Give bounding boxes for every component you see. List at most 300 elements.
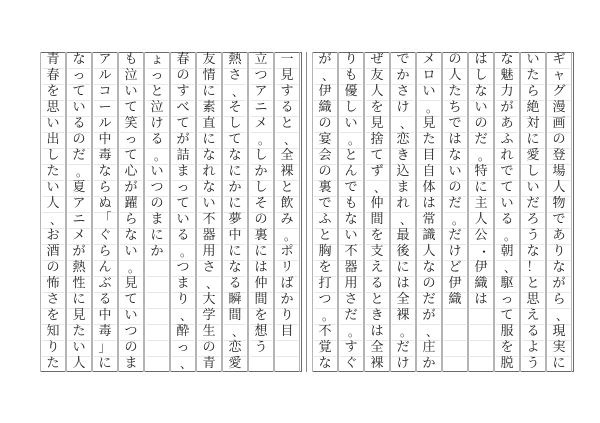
manuscript-char: ま — [176, 164, 190, 179]
manuscript-char: 友 — [202, 52, 216, 67]
manuscript-char: 捨 — [370, 132, 384, 147]
manuscript-char: 人 — [422, 244, 436, 259]
manuscript-char: 、 — [321, 69, 334, 83]
manuscript-char: ば — [280, 276, 294, 291]
manuscript-char: 裸 — [396, 308, 410, 323]
manuscript-char: 仲 — [254, 276, 268, 291]
manuscript-char: な — [228, 260, 242, 275]
grid-line — [276, 340, 298, 341]
manuscript-char: 思 — [46, 100, 60, 115]
manuscript-char: る — [228, 276, 242, 291]
manuscript-char: い — [46, 116, 60, 131]
manuscript-char: ふ — [500, 132, 514, 147]
manuscript-char: 中 — [228, 228, 242, 243]
manuscript-char: 想 — [254, 324, 268, 339]
manuscript-char: つ — [176, 260, 190, 275]
manuscript-char: の — [318, 116, 332, 131]
manuscript-char: ぶ — [98, 276, 112, 291]
manuscript-char: い — [124, 308, 138, 323]
manuscript-char: だ — [448, 228, 462, 243]
manuscript-char: な — [552, 260, 566, 275]
manuscript-char: は — [422, 196, 436, 211]
manuscript-char: が — [552, 276, 566, 291]
manuscript-char: 不 — [202, 212, 216, 227]
manuscript-char: な — [72, 52, 86, 67]
manuscript-char: け — [396, 100, 410, 115]
manuscript-char: と — [150, 84, 164, 99]
manuscript-char: 直 — [202, 116, 216, 131]
manuscript-char: 、 — [283, 133, 296, 147]
manuscript-char: っ — [176, 340, 190, 355]
manuscript-char: い — [124, 244, 138, 259]
manuscript-char: 駆 — [500, 276, 514, 291]
grid-line — [146, 356, 168, 357]
manuscript-char: 立 — [254, 52, 268, 67]
manuscript-char: が — [422, 308, 436, 323]
manuscript-char: 画 — [552, 116, 566, 131]
manuscript-char: 一 — [280, 52, 294, 67]
manuscript-char: ャ — [552, 68, 566, 83]
manuscript-char: ま — [124, 356, 138, 371]
manuscript-char: 、 — [205, 277, 218, 291]
manuscript-char: 朝 — [500, 244, 514, 259]
manuscript-char: ま — [150, 212, 164, 227]
manuscript-char: 青 — [202, 356, 216, 371]
manuscript-char: 服 — [500, 324, 514, 339]
manuscript-char: し — [46, 148, 60, 163]
manuscript-char: し — [228, 116, 242, 131]
manuscript-char: 青 — [46, 52, 60, 67]
manuscript-char: ら — [98, 244, 112, 259]
manuscript-char: 織 — [448, 292, 462, 307]
manuscript-char: も — [124, 52, 138, 67]
manuscript-char: を — [254, 308, 268, 323]
manuscript-char: け — [396, 356, 410, 371]
manuscript-char: り — [46, 340, 60, 355]
manuscript-char: か — [254, 164, 268, 179]
manuscript-char: 。 — [425, 101, 438, 115]
left-half-column — [196, 52, 222, 372]
manuscript-char: る — [526, 324, 540, 339]
manuscript-char: ち — [448, 100, 462, 115]
left-half-column — [144, 52, 170, 372]
manuscript-char: 公 — [474, 228, 488, 243]
manuscript-char: 。 — [451, 213, 464, 227]
manuscript-char: 主 — [474, 196, 488, 211]
manuscript-char: さ — [46, 292, 60, 307]
grid-line — [146, 276, 168, 277]
manuscript-char: 、 — [179, 357, 192, 371]
manuscript-char: を — [370, 228, 384, 243]
manuscript-char: 不 — [318, 324, 332, 339]
right-half-column — [416, 52, 442, 372]
manuscript-char: で — [552, 212, 566, 227]
manuscript-char: が — [176, 132, 190, 147]
manuscript-char: で — [396, 52, 410, 67]
manuscript-char: 見 — [72, 308, 86, 323]
grid-line — [250, 356, 272, 357]
manuscript-char: え — [370, 260, 384, 275]
manuscript-char: つ — [150, 180, 164, 195]
manuscript-char: る — [370, 276, 384, 291]
manuscript-char: 酒 — [46, 244, 60, 259]
manuscript-char: だ — [448, 196, 462, 211]
manuscript-char: ニ — [254, 100, 268, 115]
manuscript-char: な — [474, 84, 488, 99]
manuscript-char: お — [46, 228, 60, 243]
manuscript-char: す — [344, 340, 358, 355]
manuscript-char: な — [98, 164, 112, 179]
manuscript-char: 庄 — [422, 340, 436, 355]
manuscript-char: 絶 — [526, 100, 540, 115]
manuscript-char: た — [46, 164, 60, 179]
manuscript-char: 、 — [373, 181, 386, 195]
manuscript-char: か — [396, 68, 410, 83]
manuscript-char: な — [500, 52, 514, 67]
manuscript-char: ら — [526, 84, 540, 99]
manuscript-char: は — [448, 132, 462, 147]
manuscript-char: 見 — [422, 116, 436, 131]
manuscript-char: 最 — [396, 228, 410, 243]
manuscript-char: 、 — [399, 213, 412, 227]
manuscript-char: 。 — [321, 309, 334, 323]
manuscript-char: ル — [98, 68, 112, 83]
manuscript-char: ぬ — [98, 196, 112, 211]
manuscript-char: 覚 — [318, 340, 332, 355]
grid-line — [470, 340, 492, 341]
manuscript-char: 飲 — [280, 196, 294, 211]
manuscript-char: か — [422, 356, 436, 371]
manuscript-char: の — [448, 52, 462, 67]
manuscript-char: 、 — [503, 261, 516, 275]
manuscript-char: 躍 — [124, 196, 138, 211]
manuscript-char: 人 — [474, 212, 488, 227]
manuscript-char: 会 — [318, 148, 332, 163]
manuscript-char: 中 — [98, 132, 112, 147]
manuscript-char: い — [344, 116, 358, 131]
manuscript-char: つ — [318, 292, 332, 307]
manuscript-char: か — [280, 292, 294, 307]
manuscript-char: ら — [124, 212, 138, 227]
manuscript-char: て — [500, 180, 514, 195]
grid-line — [146, 308, 168, 309]
manuscript-char: を — [46, 308, 60, 323]
left-half-column — [222, 52, 248, 372]
manuscript-char: る — [72, 116, 86, 131]
manuscript-char: 熱 — [228, 52, 242, 67]
manuscript-char: さ — [228, 68, 242, 83]
manuscript-char: 、 — [49, 213, 62, 227]
manuscript-char: い — [474, 100, 488, 115]
left-half-column — [40, 52, 66, 372]
manuscript-char: 夢 — [228, 212, 242, 227]
manuscript-char: に — [228, 164, 242, 179]
manuscript-char: 、 — [425, 325, 438, 339]
right-half-column — [338, 52, 364, 372]
manuscript-char: 間 — [228, 308, 242, 323]
manuscript-char: い — [202, 196, 216, 211]
manuscript-char: い — [526, 52, 540, 67]
manuscript-char: に — [228, 244, 242, 259]
manuscript-char: な — [124, 228, 138, 243]
manuscript-char: 愛 — [526, 148, 540, 163]
manuscript-char: リ — [280, 260, 294, 275]
right-half-column — [546, 52, 572, 372]
manuscript-char: き — [370, 308, 384, 323]
manuscript-char: 泣 — [150, 100, 164, 115]
manuscript-char: に — [202, 132, 216, 147]
manuscript-char: 間 — [370, 212, 384, 227]
manuscript-char: と — [526, 276, 540, 291]
left-half-column — [274, 52, 300, 372]
manuscript-char: い — [526, 180, 540, 195]
manuscript-char: 裸 — [280, 164, 294, 179]
manuscript-char: 場 — [552, 164, 566, 179]
manuscript-char: 識 — [422, 228, 436, 243]
manuscript-char: 詰 — [176, 148, 190, 163]
manuscript-char: 織 — [318, 100, 332, 115]
manuscript-char: ア — [98, 52, 112, 67]
manuscript-char: 現 — [552, 324, 566, 339]
manuscript-char: ら — [98, 180, 112, 195]
manuscript-char: ル — [98, 116, 112, 131]
manuscript-char: ポ — [280, 244, 294, 259]
manuscript-char: 特 — [474, 164, 488, 179]
manuscript-char: ぐ — [344, 356, 358, 371]
manuscript-char: ロ — [422, 68, 436, 83]
grid-line — [146, 340, 168, 341]
manuscript-char: て — [370, 148, 384, 163]
manuscript-char: を — [46, 84, 60, 99]
grid-line — [146, 260, 168, 261]
manuscript-char: 瞬 — [228, 292, 242, 307]
manuscript-char: な — [448, 148, 462, 163]
manuscript-char: し — [526, 164, 540, 179]
manuscript-char: 夏 — [72, 180, 86, 195]
manuscript-char: 込 — [396, 164, 410, 179]
manuscript-char: 人 — [552, 180, 566, 195]
manuscript-char: 春 — [176, 52, 190, 67]
manuscript-char: 。 — [347, 133, 360, 147]
grid-line — [146, 324, 168, 325]
manuscript-char: も — [344, 196, 358, 211]
manuscript-char: え — [526, 308, 540, 323]
right-half-column — [364, 52, 390, 372]
manuscript-char: 泣 — [124, 68, 138, 83]
manuscript-char: の — [448, 180, 462, 195]
manuscript-char: 伊 — [474, 260, 488, 275]
manuscript-char: も — [344, 68, 358, 83]
manuscript-char: ぐ — [98, 228, 112, 243]
manuscript-char: て — [176, 196, 190, 211]
manuscript-char: べ — [176, 100, 190, 115]
manuscript-char: に — [474, 180, 488, 195]
manuscript-char: い — [150, 164, 164, 179]
manuscript-char: 器 — [202, 228, 216, 243]
manuscript-char: て — [124, 292, 138, 307]
manuscript-char: 不 — [344, 244, 358, 259]
manuscript-char: ょ — [150, 52, 164, 67]
manuscript-char: を — [318, 260, 332, 275]
manuscript-char: 中 — [98, 308, 112, 323]
manuscript-char: 心 — [124, 164, 138, 179]
manuscript-char: 力 — [500, 84, 514, 99]
manuscript-char: と — [280, 180, 294, 195]
manuscript-char: み — [280, 212, 294, 227]
manuscript-char: の — [552, 132, 566, 147]
left-half-column — [66, 52, 92, 372]
manuscript-char: 登 — [552, 148, 566, 163]
manuscript-char: 宴 — [318, 132, 332, 147]
manuscript-char: 酔 — [176, 324, 190, 339]
grid-line — [470, 308, 492, 309]
manuscript-char: な — [422, 260, 436, 275]
manuscript-char: れ — [396, 196, 410, 211]
manuscript-char: ま — [176, 276, 190, 291]
manuscript-char: す — [280, 84, 294, 99]
manuscript-char: で — [318, 196, 332, 211]
manuscript-char: そ — [228, 100, 242, 115]
manuscript-char: は — [370, 324, 384, 339]
grid-line — [444, 356, 466, 357]
page-gutter — [306, 52, 307, 372]
manuscript-char: ギ — [552, 52, 566, 67]
left-half-column — [92, 52, 118, 372]
manuscript-char: 。 — [477, 149, 490, 163]
manuscript-char: に — [202, 84, 216, 99]
manuscript-char: か — [228, 180, 242, 195]
manuscript-char: い — [176, 212, 190, 227]
manuscript-char: 漫 — [552, 100, 566, 115]
manuscript-char: の — [176, 68, 190, 83]
manuscript-char: だ — [422, 292, 436, 307]
manuscript-char: を — [370, 100, 384, 115]
manuscript-char: よ — [526, 340, 540, 355]
manuscript-char: 仲 — [370, 196, 384, 211]
manuscript-char: て — [500, 308, 514, 323]
manuscript-char: つ — [124, 324, 138, 339]
manuscript-char: す — [176, 84, 190, 99]
manuscript-char: し — [344, 100, 358, 115]
manuscript-char: ふ — [318, 212, 332, 227]
manuscript-char: き — [396, 148, 410, 163]
manuscript-char: だ — [474, 132, 488, 147]
manuscript-char: メ — [72, 228, 86, 243]
manuscript-char: 、 — [399, 117, 412, 131]
manuscript-char: ！ — [526, 260, 540, 275]
manuscript-char: だ — [344, 308, 358, 323]
manuscript-char: 。 — [503, 229, 516, 243]
manuscript-char: り — [344, 52, 358, 67]
manuscript-char: な — [344, 212, 358, 227]
manuscript-char: ニ — [72, 212, 86, 227]
manuscript-char: 。 — [179, 245, 192, 259]
manuscript-char: あ — [552, 228, 566, 243]
manuscript-char: 恋 — [228, 340, 242, 355]
manuscript-char: 胸 — [318, 244, 332, 259]
manuscript-char: ア — [72, 196, 86, 211]
manuscript-char: が — [124, 180, 138, 195]
manuscript-char: な — [318, 356, 332, 371]
manuscript-char: 全 — [396, 292, 410, 307]
manuscript-char: い — [500, 196, 514, 211]
manuscript-char: た — [422, 132, 436, 147]
manuscript-char: コ — [98, 84, 112, 99]
manuscript-char: 毒 — [98, 324, 112, 339]
manuscript-char: さ — [202, 260, 216, 275]
right-half-column — [520, 52, 546, 372]
manuscript-char: で — [500, 164, 514, 179]
manuscript-char: 、 — [231, 325, 244, 339]
manuscript-char: っ — [150, 68, 164, 83]
manuscript-char: た — [46, 356, 60, 371]
manuscript-char: る — [98, 292, 112, 307]
manuscript-char: メ — [254, 116, 268, 131]
manuscript-char: 体 — [422, 180, 436, 195]
manuscript-char: ア — [254, 84, 268, 99]
manuscript-char: 打 — [318, 276, 332, 291]
manuscript-char: 人 — [370, 84, 384, 99]
manuscript-char: る — [280, 100, 294, 115]
manuscript-char: の — [474, 116, 488, 131]
manuscript-char: 春 — [46, 68, 60, 83]
manuscript-char: 用 — [202, 244, 216, 259]
manuscript-char: 思 — [526, 292, 540, 307]
manuscript-char: い — [72, 100, 86, 115]
manuscript-char: 用 — [344, 276, 358, 291]
manuscript-char: 伊 — [448, 276, 462, 291]
manuscript-char: の — [318, 164, 332, 179]
manuscript-char: と — [344, 148, 358, 163]
manuscript-char: に — [98, 356, 112, 371]
manuscript-char: 知 — [46, 324, 60, 339]
manuscript-char: に — [228, 196, 242, 211]
manuscript-char: し — [254, 180, 268, 195]
manuscript-char: て — [72, 84, 86, 99]
manuscript-char: 実 — [552, 340, 566, 355]
manuscript-char: に — [552, 356, 566, 371]
grid-line — [470, 356, 492, 357]
manuscript-char: 脱 — [500, 356, 514, 371]
manuscript-char: て — [176, 116, 190, 131]
manuscript-char: 後 — [396, 244, 410, 259]
manuscript-char: 。 — [75, 165, 88, 179]
manuscript-char: に — [396, 260, 410, 275]
manuscript-char: い — [72, 340, 86, 355]
manuscript-char: い — [448, 164, 462, 179]
manuscript-char: る — [176, 228, 190, 243]
manuscript-char: 人 — [72, 356, 86, 371]
manuscript-char: 物 — [552, 196, 566, 211]
manuscript-char: 素 — [202, 100, 216, 115]
manuscript-char: い — [124, 84, 138, 99]
manuscript-char: っ — [72, 68, 86, 83]
manuscript-char: 全 — [370, 340, 384, 355]
manuscript-char: ら — [552, 292, 566, 307]
manuscript-char: っ — [176, 180, 190, 195]
manuscript-char: 大 — [202, 292, 216, 307]
right-half-column — [312, 52, 338, 372]
manuscript-char: 人 — [46, 196, 60, 211]
manuscript-char: の — [46, 260, 60, 275]
manuscript-char: で — [448, 116, 462, 131]
manuscript-char: 優 — [344, 84, 358, 99]
manuscript-char: の — [202, 340, 216, 355]
manuscript-char: ろ — [526, 212, 540, 227]
manuscript-char: け — [150, 116, 164, 131]
manuscript-char: の — [124, 340, 138, 355]
manuscript-char: 目 — [280, 324, 294, 339]
